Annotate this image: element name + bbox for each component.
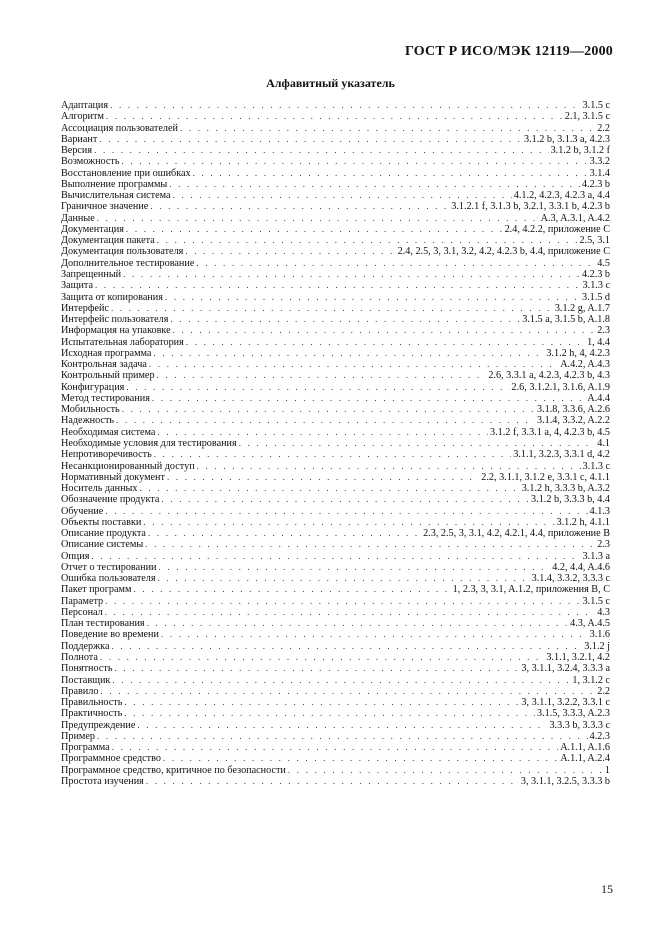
index-entry [61,494,610,505]
dot-leader [105,607,596,618]
index-entry [61,213,610,224]
dot-leader [139,483,519,494]
index-reference: 1, 3.1.2 c [572,674,610,686]
dot-leader [100,686,595,697]
index-term: Отчет о тестировании [61,561,157,573]
index-reference: 3.1.3 c [582,460,610,472]
index-reference: 3.1.2 g, A.1.7 [554,302,610,314]
index-term: Мобильность [61,404,120,416]
dot-leader [111,303,553,314]
dot-leader [126,224,503,235]
index-entry [61,551,610,562]
document-code: ГОСТ Р ИСО/МЭК 12119—2000 [405,44,613,59]
dot-leader [137,720,547,731]
index-entry [61,145,610,156]
index-entry [61,584,610,595]
index-term: Необходимая система [61,426,156,438]
index-entry [61,134,610,145]
index-entry [61,472,610,483]
index-term: Пример [61,730,95,742]
index-term: Адаптация [61,100,109,111]
dot-leader [159,562,551,573]
index-entry [61,483,610,494]
index-entry [61,337,610,348]
index-reference: 2.6, 3.1.2.1, 3.1.6, A.1.9 [511,381,610,393]
index-entry [61,325,610,336]
dot-leader [99,134,522,145]
index-entry [61,370,610,381]
index-term: Защита от копирования [61,291,163,303]
index-term: Испытательная лаборатория [61,336,184,348]
dot-leader [196,258,595,269]
dot-leader [146,776,519,787]
index-entry [61,607,610,618]
dot-leader [193,168,588,179]
dot-leader [157,235,578,246]
index-term: Носитель данных [61,483,138,495]
dot-leader [116,415,535,426]
index-term: Объекты поставки [61,516,142,528]
index-reference: 1, 2.3, 3, 3.1, A.1.2, приложения B, C [452,584,610,596]
index-reference: 3, 3.1.1, 3.2.2, 3.3.1 c [521,697,610,709]
dot-leader [97,731,588,742]
index-entry [61,258,610,269]
index-entry [61,111,610,122]
dot-leader [133,584,450,595]
index-term: Граничное значение [61,201,149,213]
index-term: Обучение [61,505,104,517]
index-reference: 3.1.5 c [582,100,610,111]
index-term: Правильность [61,697,123,709]
index-entry [61,618,610,629]
index-reference: 3.1.2 h, 4.1.1 [556,516,610,528]
index-reference: 3.1.5 a, 3.1.5 b, A.1.8 [522,314,610,326]
index-reference: A.1.1, A.1.6 [560,742,610,754]
index-entry [61,517,610,528]
dot-leader [161,629,588,640]
dot-leader [154,449,511,460]
index-reference: A.3, A.3.1, A.4.2 [540,212,610,224]
dot-leader [167,472,479,483]
index-term: Поведение во времени [61,629,159,641]
dot-leader [150,201,449,212]
index-entry [61,123,610,134]
index-term: Нормативный документ [61,471,165,483]
index-reference: 3.1.2 b, 3.1.2 f [550,145,610,157]
index-entry [61,303,610,314]
index-reference: 3.1.6 [589,629,610,641]
index-term: План тестирования [61,618,145,630]
index-reference: 4.5 [597,257,610,269]
dot-leader [106,111,563,122]
index-reference: 2.2, 3.1.1, 3.1.2 e, 3.3.1 c, 4.1.1 [481,471,610,483]
index-reference: 4.3, A.4.5 [570,618,610,630]
index-term: Вариант [61,133,98,145]
index-term: Программа [61,742,110,754]
index-reference: 3.1.2 b, 3.3.3 b, 4.4 [531,494,610,506]
dot-leader [173,325,596,336]
index-entry [61,292,610,303]
dot-leader [170,314,520,325]
index-term: Метод тестирования [61,392,150,404]
dot-leader [112,675,570,686]
index-entry [61,156,610,167]
dot-leader [123,269,580,280]
dot-leader [95,280,581,291]
index-reference: 4.1.2, 4.2.3, 4.2.3 a, 4.4 [513,190,610,202]
index-term: Пакет программ [61,584,132,596]
index-reference: 3.1.2 h, 4, 4.2.3 [546,347,610,359]
dot-leader [186,337,585,348]
index-term: Вычислительная система [61,190,171,202]
index-term: Простота изучения [61,775,144,787]
index-entry [61,382,610,393]
index-reference: 3.1.5, 3.3.3, A.2.3 [536,708,610,720]
index-entry [61,708,610,719]
index-term: Практичность [61,708,123,720]
index-term: Необходимые условия для тестирования [61,437,237,449]
index-term: Документация [61,223,124,235]
index-reference: 3.1.4 [589,167,610,179]
index-reference: 4.2.3 b [581,268,610,280]
dot-leader [143,517,554,528]
index-entry [61,100,610,111]
index-reference: A.4.4 [587,392,610,404]
dot-leader [163,753,558,764]
index-reference: 4.1 [597,437,610,449]
index-term: Описание системы [61,539,144,551]
dot-leader [152,393,585,404]
index-entry [61,314,610,325]
index-entry [61,675,610,686]
index-term: Документация пакета [61,235,155,247]
index-term: Конфигурация [61,381,125,393]
dot-leader [197,461,581,472]
index-reference: 3.1.2.1 f, 3.1.3 b, 3.2.1, 3.3.1 b, 4.2.3 b [451,201,610,213]
index-term: Документация пользователя [61,246,184,258]
alphabetical-index [61,100,610,787]
index-term: Восстановление при ошибках [61,167,191,179]
index-reference: 3.1.2 b, 3.1.3 a, 4.2.3 [523,133,610,145]
index-reference: A.4.2, A.4.3 [560,359,610,371]
dot-leader [288,765,603,776]
dot-leader [122,404,535,415]
index-reference: 3.1.3 a [582,550,610,562]
index-term: Непротиворечивость [61,449,152,461]
index-term: Ассоциация пользователей [61,122,178,134]
index-term: Алгоритм [61,111,104,123]
index-term: Ошибка пользователя [61,573,156,585]
index-entry [61,449,610,460]
dot-leader [126,382,509,393]
index-reference: A.1.1, A.2.4 [560,753,610,765]
index-term: Исходная программа [61,347,152,359]
dot-leader [180,123,595,134]
index-entry [61,404,610,415]
index-reference: 3.1.5 d [581,291,610,303]
index-term: Опция [61,550,90,562]
index-entry [61,461,610,472]
index-reference: 2.2 [597,122,610,134]
index-entry [61,765,610,776]
index-entry [61,663,610,674]
dot-leader [122,156,588,167]
index-reference: 2.3 [597,539,610,551]
index-entry [61,697,610,708]
dot-leader [112,742,559,753]
dot-leader [157,427,488,438]
index-entry [61,427,610,438]
index-term: Обозначение продукта [61,494,160,506]
index-entry [61,348,610,359]
index-entry [61,359,610,370]
index-entry [61,190,610,201]
index-reference: 3.3.3 b, 3.3.3 c [549,719,610,731]
index-entry [61,629,610,640]
index-entry [61,506,610,517]
dot-leader [112,641,583,652]
dot-leader [153,348,544,359]
index-term: Контрольный пример [61,370,155,382]
index-reference: 4.2, 4.4, A.4.6 [552,561,610,573]
index-entry [61,393,610,404]
index-reference: 3.1.4, 3.3.2, 3.3.3 c [531,573,610,585]
dot-leader [145,539,595,550]
dot-leader [105,506,587,517]
index-entry [61,720,610,731]
index-term: Поддержка [61,640,110,652]
dot-leader [161,494,529,505]
dot-leader [173,190,512,201]
index-reference: 4.1.3 [589,505,610,517]
index-entry [61,652,610,663]
index-reference: 3.1.3 c [582,280,610,292]
index-entry [61,235,610,246]
dot-leader [185,246,395,257]
index-entry [61,224,610,235]
index-entry [61,539,610,550]
index-reference: 3.1.1, 3.2.3, 3.3.1 d, 4.2 [513,449,610,461]
index-entry [61,179,610,190]
index-term: Запрещенный [61,268,122,280]
page-number: 15 [601,882,613,896]
index-reference: 3.1.1, 3.2.1, 4.2 [546,652,610,664]
index-reference: 3, 3.1.1, 3.2.5, 3.3.3 b [520,775,610,787]
index-term: Возможность [61,156,120,168]
index-reference: 4.3 [597,606,610,618]
dot-leader [100,652,544,663]
index-term: Интерфейс [61,302,109,314]
dot-leader [158,573,530,584]
index-reference: 2.3, 2.5, 3, 3.1, 4.2, 4.2.1, 4.4, приложение B [423,528,610,540]
index-reference: 1, 4.4 [587,336,610,348]
index-reference: 2.2 [597,685,610,697]
index-entry [61,269,610,280]
index-entry [61,731,610,742]
dot-leader [149,359,558,370]
index-term: Предупреждение [61,719,136,731]
index-entry [61,776,610,787]
dot-leader [91,551,580,562]
index-term: Программное средство, критичное по безопасности [61,764,286,776]
index-term: Информация на упаковке [61,325,171,337]
index-reference: 2.1, 3.1.5 c [564,111,610,123]
dot-leader [110,100,580,111]
index-term: Полнота [61,652,98,664]
index-reference: 2.6, 3.3.1 a, 4.2.3, 4.2.3 b, 4.3 [488,370,610,382]
dot-leader [124,708,535,719]
index-entry [61,280,610,291]
page-title: Алфавитный указатель [266,76,395,90]
index-term: Описание продукта [61,528,146,540]
index-term: Данные [61,212,95,224]
index-entry [61,573,610,584]
dot-leader [97,213,539,224]
index-term: Интерфейс пользователя [61,314,169,326]
dot-leader [105,596,580,607]
index-term: Надежность [61,415,115,427]
dot-leader [157,370,487,381]
dot-leader [94,145,548,156]
dot-leader [165,292,580,303]
dot-leader [148,528,421,539]
index-term: Понятность [61,663,113,675]
index-reference: 2.5, 3.1 [579,235,610,247]
dot-leader [124,697,519,708]
index-term: Версия [61,145,93,157]
dot-leader [239,438,596,449]
index-reference: 3, 3.1.1, 3.2.4, 3.3.3 a [521,663,610,675]
index-term: Выполнение программы [61,178,168,190]
index-term: Поставщик [61,674,111,686]
index-term: Несанкционированный доступ [61,460,195,472]
index-reference: 4.2.3 [589,730,610,742]
index-reference: 3.1.4, 3.3.2, A.2.2 [536,415,610,427]
index-term: Персонал [61,606,103,618]
dot-leader [169,179,580,190]
index-entry [61,753,610,764]
index-reference: 3.1.8, 3.3.6, A.2.6 [536,404,610,416]
dot-leader [147,618,569,629]
index-entry [61,562,610,573]
index-term: Защита [61,280,94,292]
index-reference: 3.1.5 c [582,595,610,607]
index-entry [61,641,610,652]
index-term: Параметр [61,595,104,607]
index-reference: 4.2.3 b [581,178,610,190]
index-reference: 3.1.2 j [584,640,610,652]
index-reference: 1 [604,764,610,776]
index-term: Дополнительное тестирование [61,257,195,269]
index-entry [61,438,610,449]
index-entry [61,246,610,257]
index-term: Программное средство [61,753,161,765]
index-entry [61,596,610,607]
index-reference: 3.1.2 f, 3.3.1 a, 4, 4.2.3 b, 4.5 [490,426,610,438]
index-reference: 3.3.2 [589,156,610,168]
index-entry [61,168,610,179]
index-reference: 2.3 [597,325,610,337]
index-entry [61,201,610,212]
index-entry [61,415,610,426]
index-entry [61,528,610,539]
index-entry [61,686,610,697]
index-reference: 3.1.2 h, 3.3.3 b, A.3.2 [521,483,610,495]
index-reference: 2.4, 2.5, 3, 3.1, 3.2, 4.2, 4.2.3 b, 4.4, приложение C [397,246,610,258]
dot-leader [114,663,519,674]
index-entry [61,742,610,753]
index-term: Правило [61,685,99,697]
index-reference: 2.4, 4.2.2, приложение C [504,223,610,235]
index-term: Контрольная задача [61,359,147,371]
